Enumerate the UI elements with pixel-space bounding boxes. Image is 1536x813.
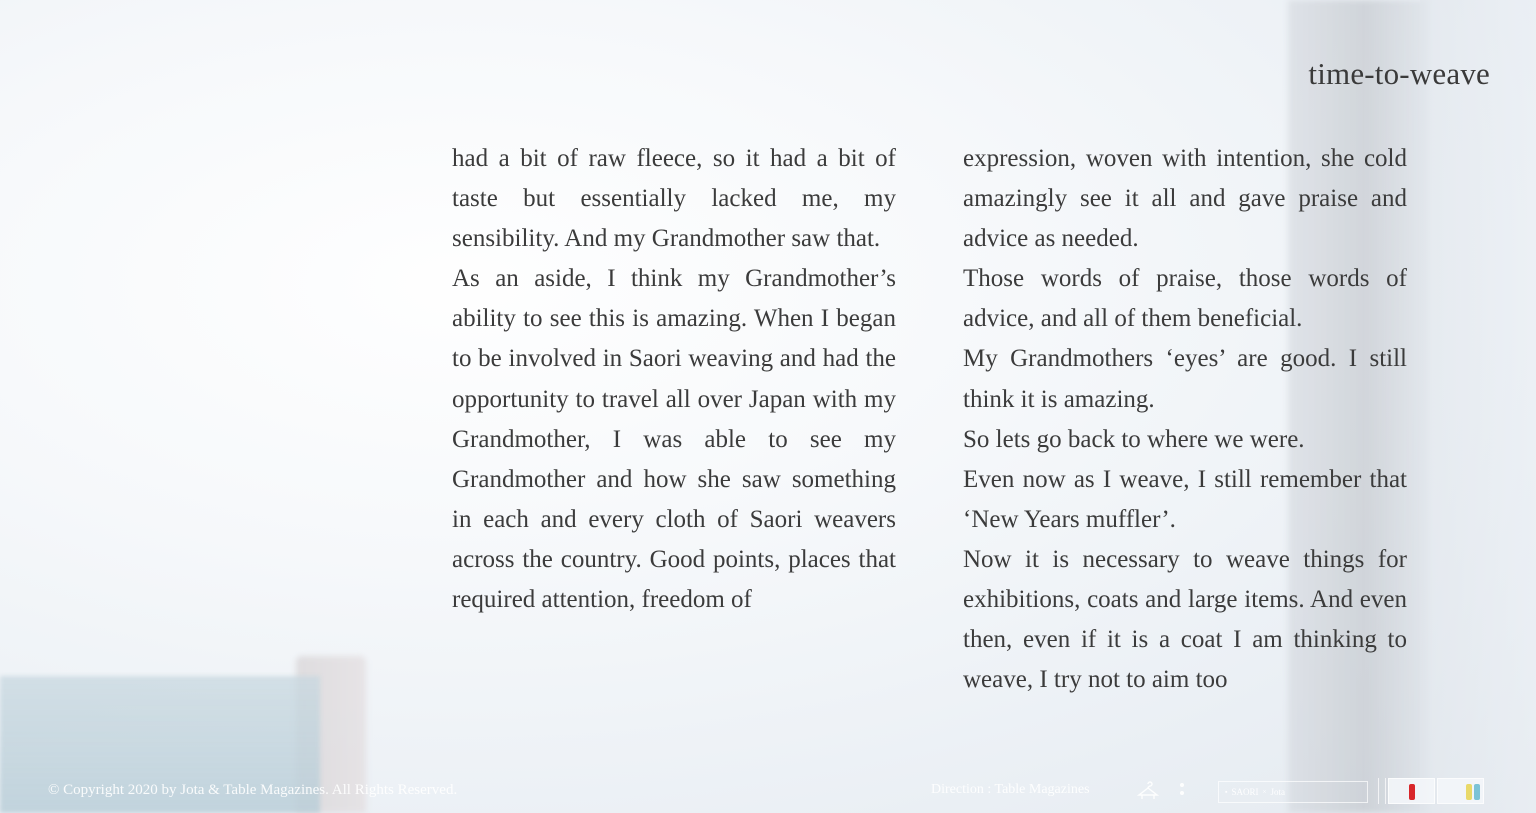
spool-thumb[interactable] bbox=[1437, 778, 1484, 804]
paragraph: As an aside, I think my Grandmother’s ability to see this is amazing. When I began to be involved in Saori weaving and had the opportunity to travel all over Japan with my Grandmother, I was able to see my Grandmother and how she saw something in each and every cloth of Saori weavers across the country. Good points, places that required attention, freedom of bbox=[452, 265, 896, 614]
footer-copyright: © Copyright 2020 by Jota & Table Magazines. All Rights Reserved. bbox=[48, 782, 458, 798]
paragraph: Now it is necessary to weave things for exhibitions, coats and large items. And even then, even if it is a coat I am thinking to weave, I try not to aim too bbox=[963, 545, 1407, 694]
background-shadow bbox=[1420, 0, 1536, 813]
paragraph: Even now as I weave, I still remember that ‘New Years muffler’. bbox=[963, 465, 1407, 533]
spool-thumb[interactable] bbox=[1388, 778, 1435, 804]
menu-dots-icon[interactable] bbox=[1178, 781, 1186, 801]
paragraph: So lets go back to where we were. bbox=[963, 425, 1305, 453]
footer-direction-link[interactable]: Direction : Table Magazines bbox=[931, 782, 1090, 797]
badge-jota-label: Jota bbox=[1270, 787, 1285, 797]
paragraph: Those words of praise, those words of advice, and all of them beneficial. bbox=[963, 265, 1407, 333]
footer-divider bbox=[1378, 778, 1386, 804]
saori-jota-badge[interactable] bbox=[1218, 781, 1368, 803]
teal-spool-icon bbox=[1474, 784, 1480, 800]
article-column-left bbox=[452, 139, 896, 620]
yellow-spool-icon bbox=[1466, 784, 1472, 800]
paragraph: My Grandmothers ‘eyes’ are good. I still think it is amazing. bbox=[963, 345, 1407, 413]
red-spool-icon bbox=[1409, 784, 1415, 800]
thread-spools-strip[interactable] bbox=[1388, 778, 1484, 804]
site-logo[interactable]: time-to-weave bbox=[1308, 56, 1490, 91]
badge-separator-icon: × bbox=[1262, 788, 1267, 796]
article-column-right bbox=[963, 139, 1407, 700]
badge-separator-icon: ▪ bbox=[1225, 788, 1228, 796]
paragraph: expression, woven with intention, she cold amazingly see it all and gave praise and advice as needed. bbox=[963, 145, 1407, 253]
badge-saori-label: SAORI bbox=[1231, 787, 1259, 797]
paragraph: had a bit of raw fleece, so it had a bit of taste but essentially lacked me, my sensibility. And my Grandmother saw that. bbox=[452, 145, 896, 253]
hanger-icon[interactable] bbox=[1137, 780, 1159, 802]
